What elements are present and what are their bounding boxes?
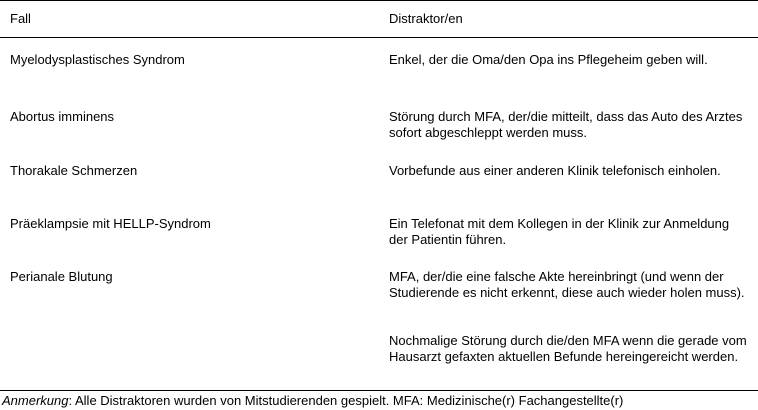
table-row-case: Perianale Blutung: [10, 269, 113, 284]
note-text: : Alle Distraktoren wurden von Mitstudierenden gespielt. MFA: Medizinische(r) Fachangestellte(r): [68, 393, 624, 408]
header-distractor: Distraktor/en: [389, 11, 463, 26]
table-header-rule: [0, 37, 758, 38]
table-row-distractor: Vorbefunde aus einer anderen Klinik telefonisch einholen.: [389, 163, 721, 178]
note-label: Anmerkung: [2, 393, 69, 408]
table-row-distractor: MFA, der/die eine falsche Akte hereinbringt (und wenn der Studierende es nicht erkennt, diese auch wieder holen muss).: [389, 269, 745, 300]
table-note: [2, 393, 623, 409]
table-row-distractor: Ein Telefonat mit dem Kollegen in der Klinik zur Anmeldung der Patientin führen.: [389, 216, 730, 247]
table-row-case: Präeklampsie mit HELLP-Syndrom: [10, 216, 211, 231]
table-bottom-rule: [0, 390, 758, 391]
table-row-distractor: Störung durch MFA, der/die mitteilt, dass das Auto des Arztes sofort abgeschleppt werden muss.: [389, 109, 743, 140]
table-top-rule: [0, 0, 758, 1]
header-case: Fall: [10, 11, 31, 26]
table-row-case: Myelodysplastisches Syndrom: [10, 52, 185, 67]
table-row-case: Abortus imminens: [10, 109, 115, 124]
table-row-case: Thorakale Schmerzen: [10, 163, 138, 178]
table-row-distractor: Nochmalige Störung durch die/den MFA wenn die gerade vom Hausarzt gefaxten aktuellen Befunde hereingereicht werden.: [389, 333, 747, 364]
table-row-distractor: Enkel, der die Oma/den Opa ins Pflegeheim geben will.: [389, 52, 708, 67]
